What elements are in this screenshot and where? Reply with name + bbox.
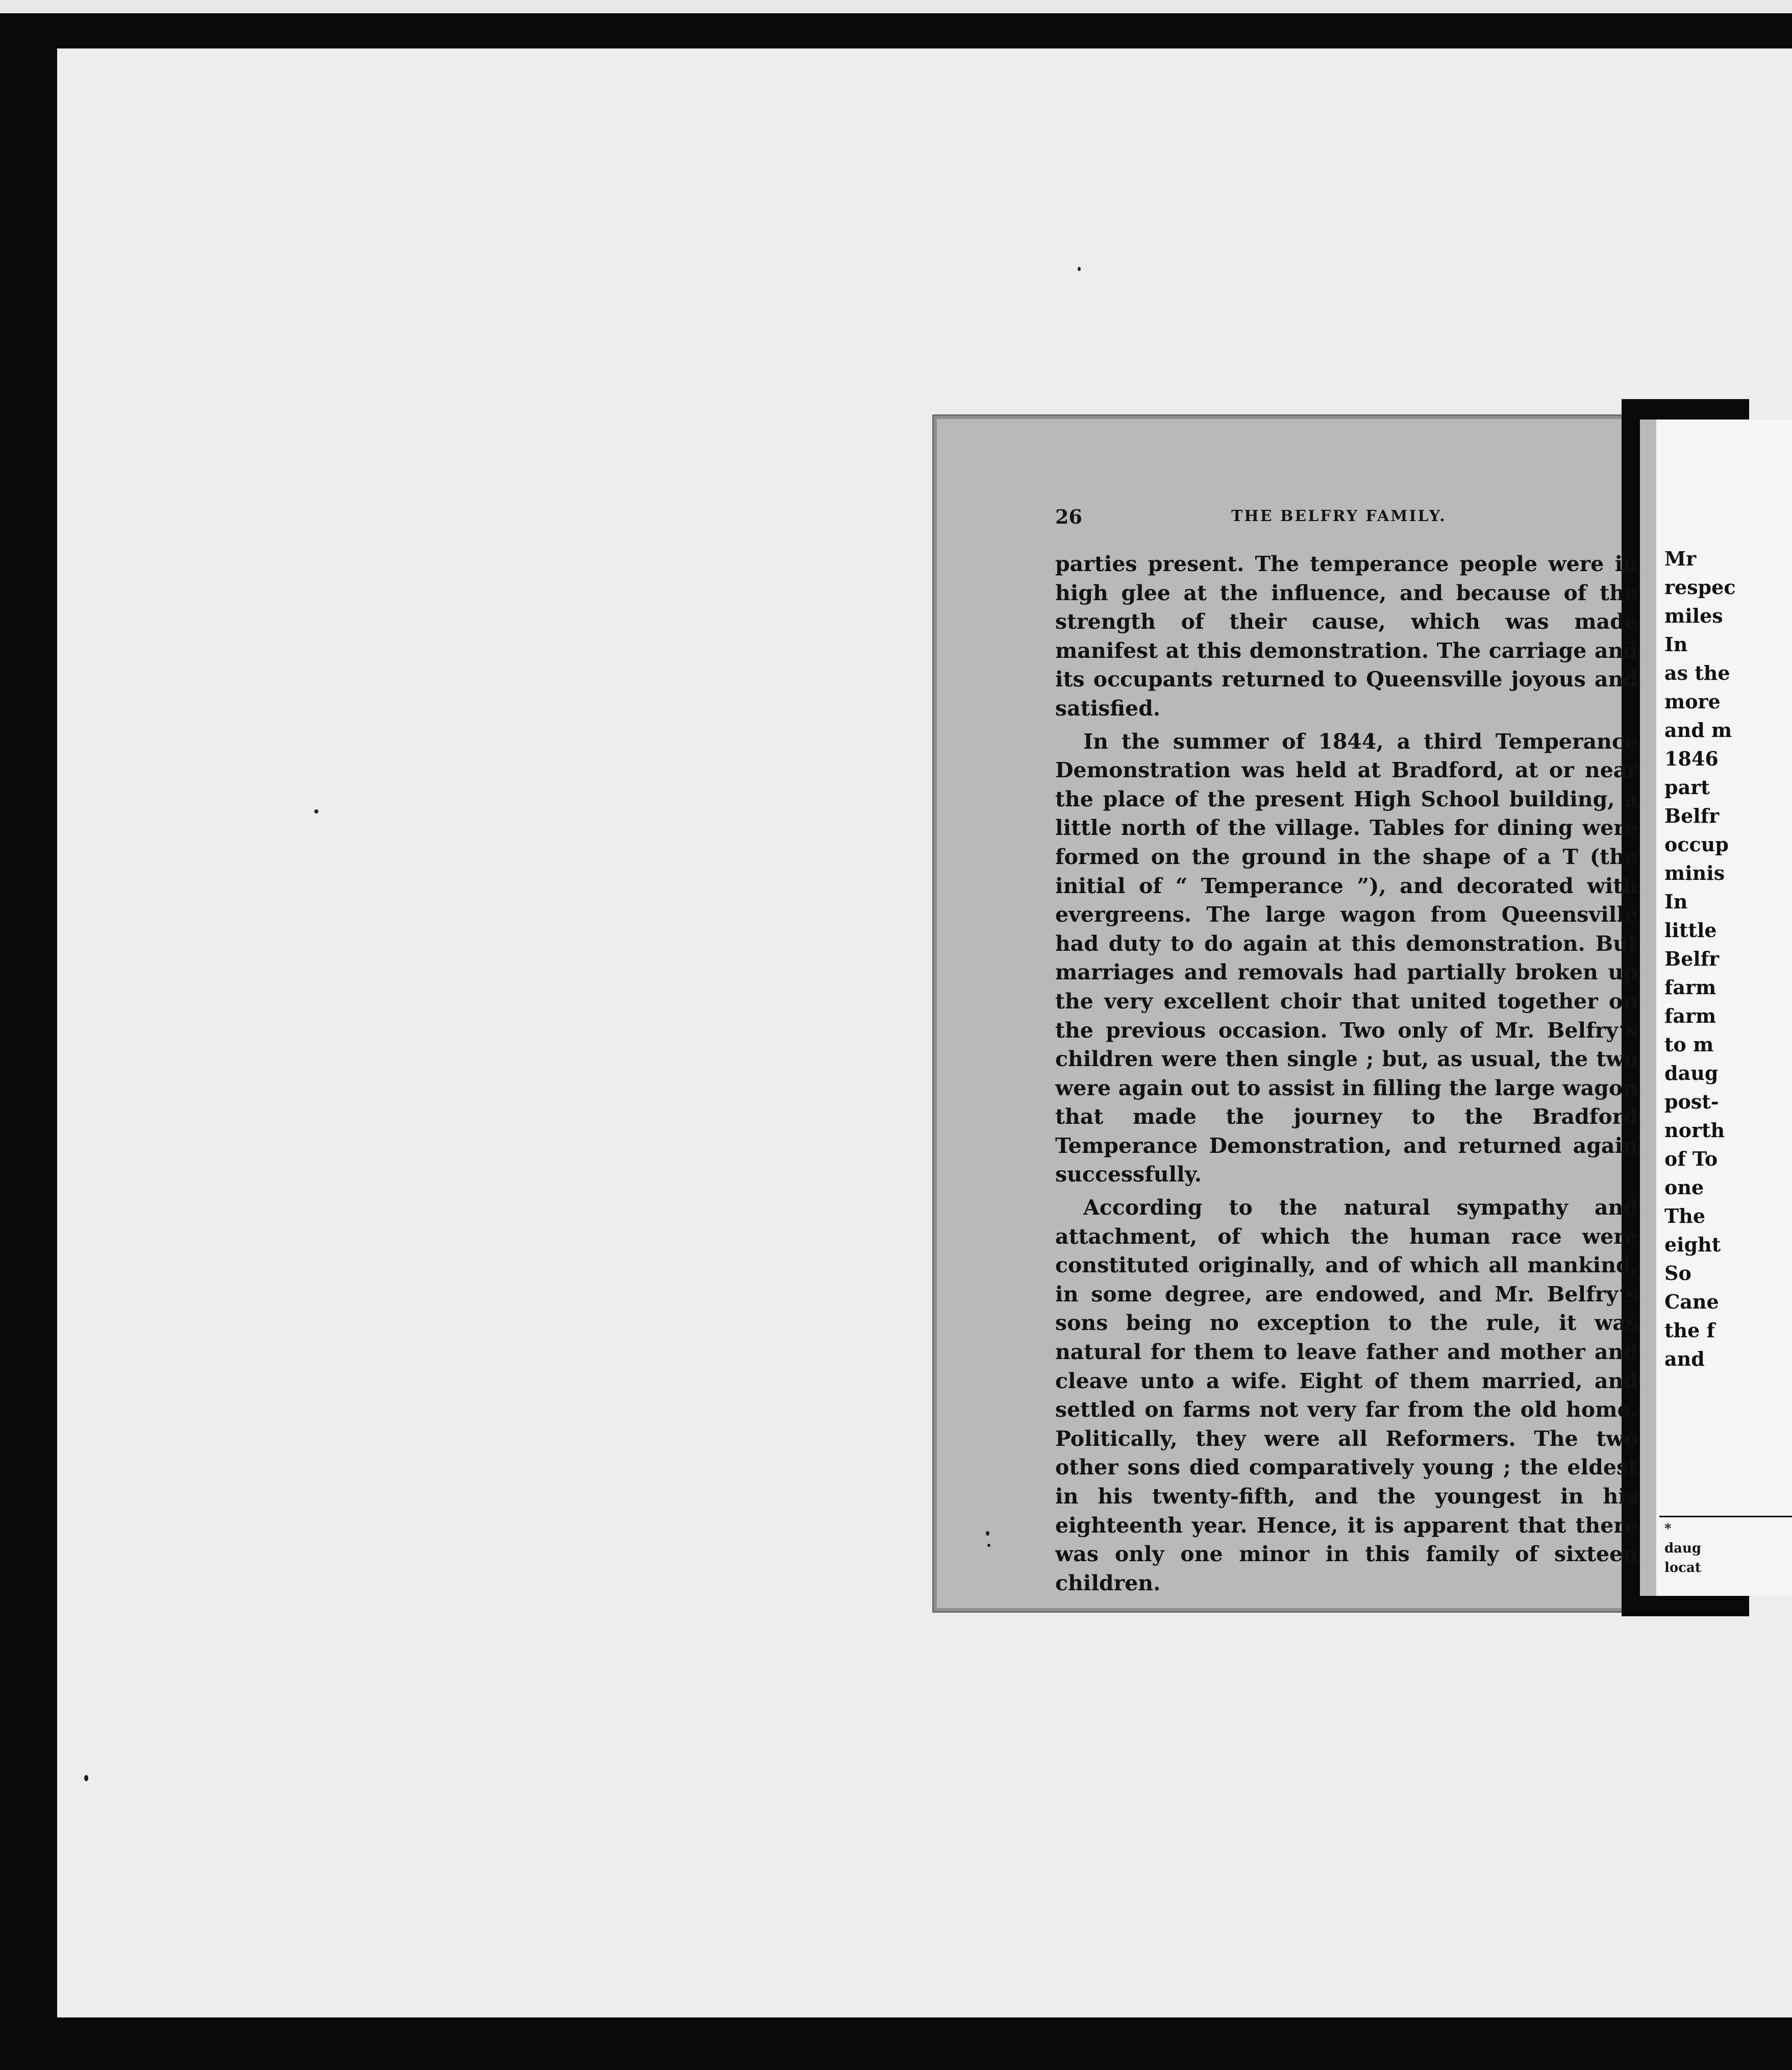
cover-edge-top: [1622, 399, 1749, 420]
facing-page-line: 1846: [1664, 747, 1719, 770]
paragraph-2: In the summer of 1844, a third Temperance Demonstration was held at Bradford, at or near the place of the present High School building, a little north of the village. Tables for dining were formed on the ground in the shape of a T (the initial of “ Temperance ”), and decorated with evergreens. The large wagon from Queensville had duty to do again at this demonstration. But marriages and removals had partially broken up the very excellent choir that united together on the previous occasion. Two only of Mr. Belfry’s children were then single ; but, as usual, the two were again out to assist in filling the large wagon that made the journey to the Bradford Temperance Demonstration, and returned again successfully.: [1055, 729, 1638, 1187]
facing-page-line: minis: [1664, 861, 1725, 884]
dust-speck: [986, 1531, 989, 1536]
running-title: THE BELFRY FAMILY.: [1231, 507, 1447, 525]
dust-speck: [1078, 267, 1081, 271]
facing-page-line: Belfr: [1664, 947, 1720, 970]
facing-page-line: post-: [1664, 1090, 1719, 1113]
facing-page-line: north: [1664, 1119, 1725, 1142]
dust-speck: [84, 1775, 88, 1781]
facing-page-line: eight: [1664, 1233, 1721, 1256]
facing-page-line: the f: [1664, 1319, 1715, 1342]
facing-page-line: more: [1664, 690, 1721, 713]
cover-edge-bottom: [1622, 1596, 1749, 1616]
film-edge: [0, 0, 1792, 13]
facing-page-line: occup: [1664, 833, 1729, 856]
facing-page-line: respec: [1664, 576, 1736, 599]
facing-page-line: Mr: [1664, 547, 1697, 570]
facing-page-line: Belfr: [1664, 804, 1720, 827]
facing-page-line: The: [1664, 1204, 1706, 1227]
facing-page-line: part: [1664, 776, 1710, 799]
facing-footnote-line: locat: [1664, 1560, 1701, 1575]
facing-page-line: daug: [1664, 1062, 1719, 1085]
facing-page-line: little: [1664, 919, 1717, 942]
facing-page-line: to m: [1664, 1033, 1714, 1056]
facing-footnote-line: *: [1664, 1521, 1672, 1537]
facing-page-line: one: [1664, 1176, 1704, 1199]
page-number: 26: [1055, 505, 1082, 528]
facing-page-footnote: [1664, 1519, 1701, 1578]
dust-speck: [987, 1544, 990, 1547]
facing-page-text: [1664, 545, 1735, 1373]
facing-footnote-line: daug: [1664, 1541, 1702, 1556]
page-body: [1055, 550, 1638, 1597]
footnote-rule: [1659, 1516, 1792, 1517]
facing-page-line: In: [1664, 633, 1688, 656]
facing-page-line: In: [1664, 890, 1688, 913]
facing-page-line: farm: [1664, 976, 1716, 999]
facing-page-line: and m: [1664, 719, 1732, 742]
paragraph-1: parties present. The temperance people were in high glee at the influence, and because of the strength of their cause, which was made manifest at this demonstration. The carriage and its occupants returned to Queensville joyous and satisfied.: [1055, 552, 1638, 721]
dust-speck: [314, 809, 318, 814]
facing-page-line: as the: [1664, 661, 1730, 684]
paragraph-3: According to the natural sympathy and attachment, of which the human race were constituted originally, and of which all mankind, in some degree, are endowed, and Mr. Belfry’s sons being no exception to the rule, it was natural for them to leave father and mother and cleave unto a wife. Eight of them married, and settled on farms not very far from the old home. Politically, they were all Reformers. The two other sons died comparatively young ; the eldest in his twenty-fifth, and the youngest in his eighteenth year. Hence, it is apparent that there was only one minor in this family of sixteen children.: [1055, 1195, 1638, 1595]
running-head: [1055, 505, 1637, 531]
facing-page-line: and: [1664, 1347, 1705, 1370]
facing-page-line: So: [1664, 1262, 1691, 1285]
facing-page-line: farm: [1664, 1004, 1716, 1027]
facing-page-line: of To: [1664, 1147, 1718, 1170]
facing-page-line: Cane: [1664, 1290, 1719, 1313]
facing-page-line: miles: [1664, 604, 1723, 627]
